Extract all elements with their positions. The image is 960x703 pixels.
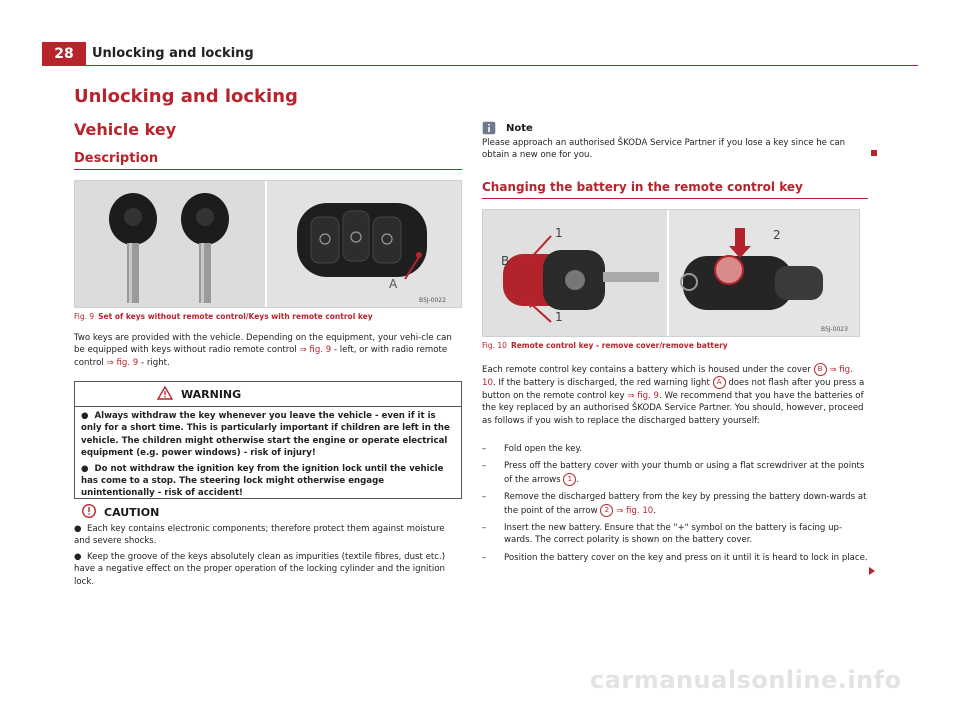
list-item [482, 491, 868, 517]
step-text: Position the battery cover on the key and press on it until it is heard to lock in place. [504, 552, 868, 563]
figure-caption [482, 341, 728, 350]
callout-a: A [389, 277, 398, 291]
bullet: ● [81, 463, 95, 474]
running-title: Unlocking and locking [92, 46, 254, 61]
step-text: Remove the discharged battery from the key by pressing the battery down-wards at the point of the arrow [504, 492, 867, 516]
battery-heading-rule [482, 198, 868, 199]
subsection-rule [74, 169, 462, 170]
fig-ref[interactable]: ⇒ fig. 10 [482, 365, 853, 389]
battery-text-1: Each remote control key contains a battery which is housed under the cover [482, 365, 814, 375]
intro-text-3: - right. [138, 357, 170, 368]
label-a: A [713, 376, 726, 389]
caption-text: Remote control key - remove cover/remove battery [510, 341, 728, 350]
figure-code: B5J-0022 [419, 297, 446, 304]
subsection-heading: Description [74, 151, 159, 166]
section-heading: Vehicle key [74, 120, 177, 139]
warning-item: Always withdraw the key whenever you leave the vehicle - even if it is only for a short time. This is particularly important if children are left in the vehicle. The children might otherwise start the engine or operate electrical equipment (e.g. power windows) - risk of injury! [81, 411, 450, 459]
caution-item: Each key contains electronic components; therefore protect them against moisture and severe shocks. [74, 524, 445, 547]
warning-title: WARNING [181, 388, 242, 401]
step-text: Press off the battery cover with your thumb or using a flat screwdriver at the points of the arrows [504, 461, 865, 485]
fig-ref[interactable]: ⇒ fig. 10 [616, 505, 654, 516]
callout-2: 2 [773, 228, 781, 242]
continue-arrow-icon [868, 566, 876, 576]
battery-text-2: . If the battery is discharged, the red warning light [492, 378, 713, 389]
battery-paragraph [482, 363, 868, 427]
label-1: 1 [563, 473, 576, 486]
caution-list [74, 523, 462, 588]
remote-key-illustration [483, 210, 859, 336]
warning-box [74, 381, 462, 499]
list-item [482, 522, 868, 547]
warning-header [75, 382, 461, 407]
callout-b: B [501, 254, 510, 268]
callout-1-bottom: 1 [555, 310, 563, 324]
page-title: Unlocking and locking [74, 86, 298, 107]
fig-ref[interactable]: ⇒ fig. 9 [106, 357, 139, 368]
caption-number: Fig. 10 [482, 341, 507, 350]
note-icon [482, 121, 496, 135]
step-text: Fold open the key. [504, 444, 583, 454]
watermark: carmanualsonline.info [590, 666, 902, 694]
step-text: . [653, 505, 657, 516]
bullet: ● [74, 524, 87, 534]
step-text: . [576, 474, 580, 485]
warning-icon [157, 386, 173, 400]
label-b: B [814, 363, 827, 376]
note-text: Please approach an authorised ŠKODA Service Partner if you lose a key since he can obtain a new one for you. [482, 138, 846, 161]
fig-ref[interactable]: ⇒ fig. 9 [299, 345, 332, 356]
label-2: 2 [600, 504, 613, 517]
step-text: Insert the new battery. Ensure that the "+" symbol on the battery is facing up-wards. The correct polarity is shown on the battery cover. [504, 523, 843, 546]
keys-illustration [75, 181, 461, 307]
intro-paragraph [74, 332, 462, 369]
figure-keys [74, 180, 462, 308]
figure-remote-key [482, 209, 860, 337]
fig-ref[interactable]: ⇒ fig. 9 [627, 390, 660, 401]
battery-text-3: does not flash after you press a button on the remote control key [482, 378, 865, 401]
figure-caption [74, 312, 373, 321]
battery-text-4: . We recommend that you have the batteries of the key replaced by an authorised ŠKODA Service Partner. You should, however, proceed as follows if you wish to replace the discharged battery yourself: [482, 390, 864, 426]
figure-code: B5J-0023 [821, 326, 848, 333]
list-item [482, 460, 868, 486]
battery-heading: Changing the battery in the remote control key [482, 180, 803, 194]
caution-icon [82, 504, 96, 518]
header-rule [86, 65, 918, 66]
caption-number: Fig. 9 [74, 312, 95, 321]
callout-1-top: 1 [555, 226, 563, 240]
list-item [482, 443, 868, 455]
note-title: Note [506, 123, 533, 134]
page-number: 28 [42, 42, 86, 66]
caution-item: Keep the groove of the keys absolutely clean as impurities (textile fibres, dust etc.) have a negative effect on the proper operation of the locking cylinder and the ignition lock. [74, 551, 446, 587]
list-item [482, 552, 868, 564]
caption-text: Set of keys without remote control/Keys with remote control key [98, 312, 373, 321]
caution-title: CAUTION [104, 506, 160, 519]
warning-item: Do not withdraw the ignition key from the ignition lock until the vehicle has come to a stop. The steering lock might otherwise engage unintentionally - risk of accident! [81, 463, 444, 499]
intro-text-2: - left, or with radio remote control [74, 345, 448, 368]
battery-steps [482, 443, 868, 569]
intro-text-1: Two keys are provided with the vehicle. Depending on the equipment, your vehi-cle can be equipped with keys without radio remote control [74, 333, 452, 356]
bullet: ● [81, 411, 95, 421]
end-marker [871, 150, 877, 156]
bullet: ● [74, 551, 87, 562]
warning-list [81, 410, 457, 500]
